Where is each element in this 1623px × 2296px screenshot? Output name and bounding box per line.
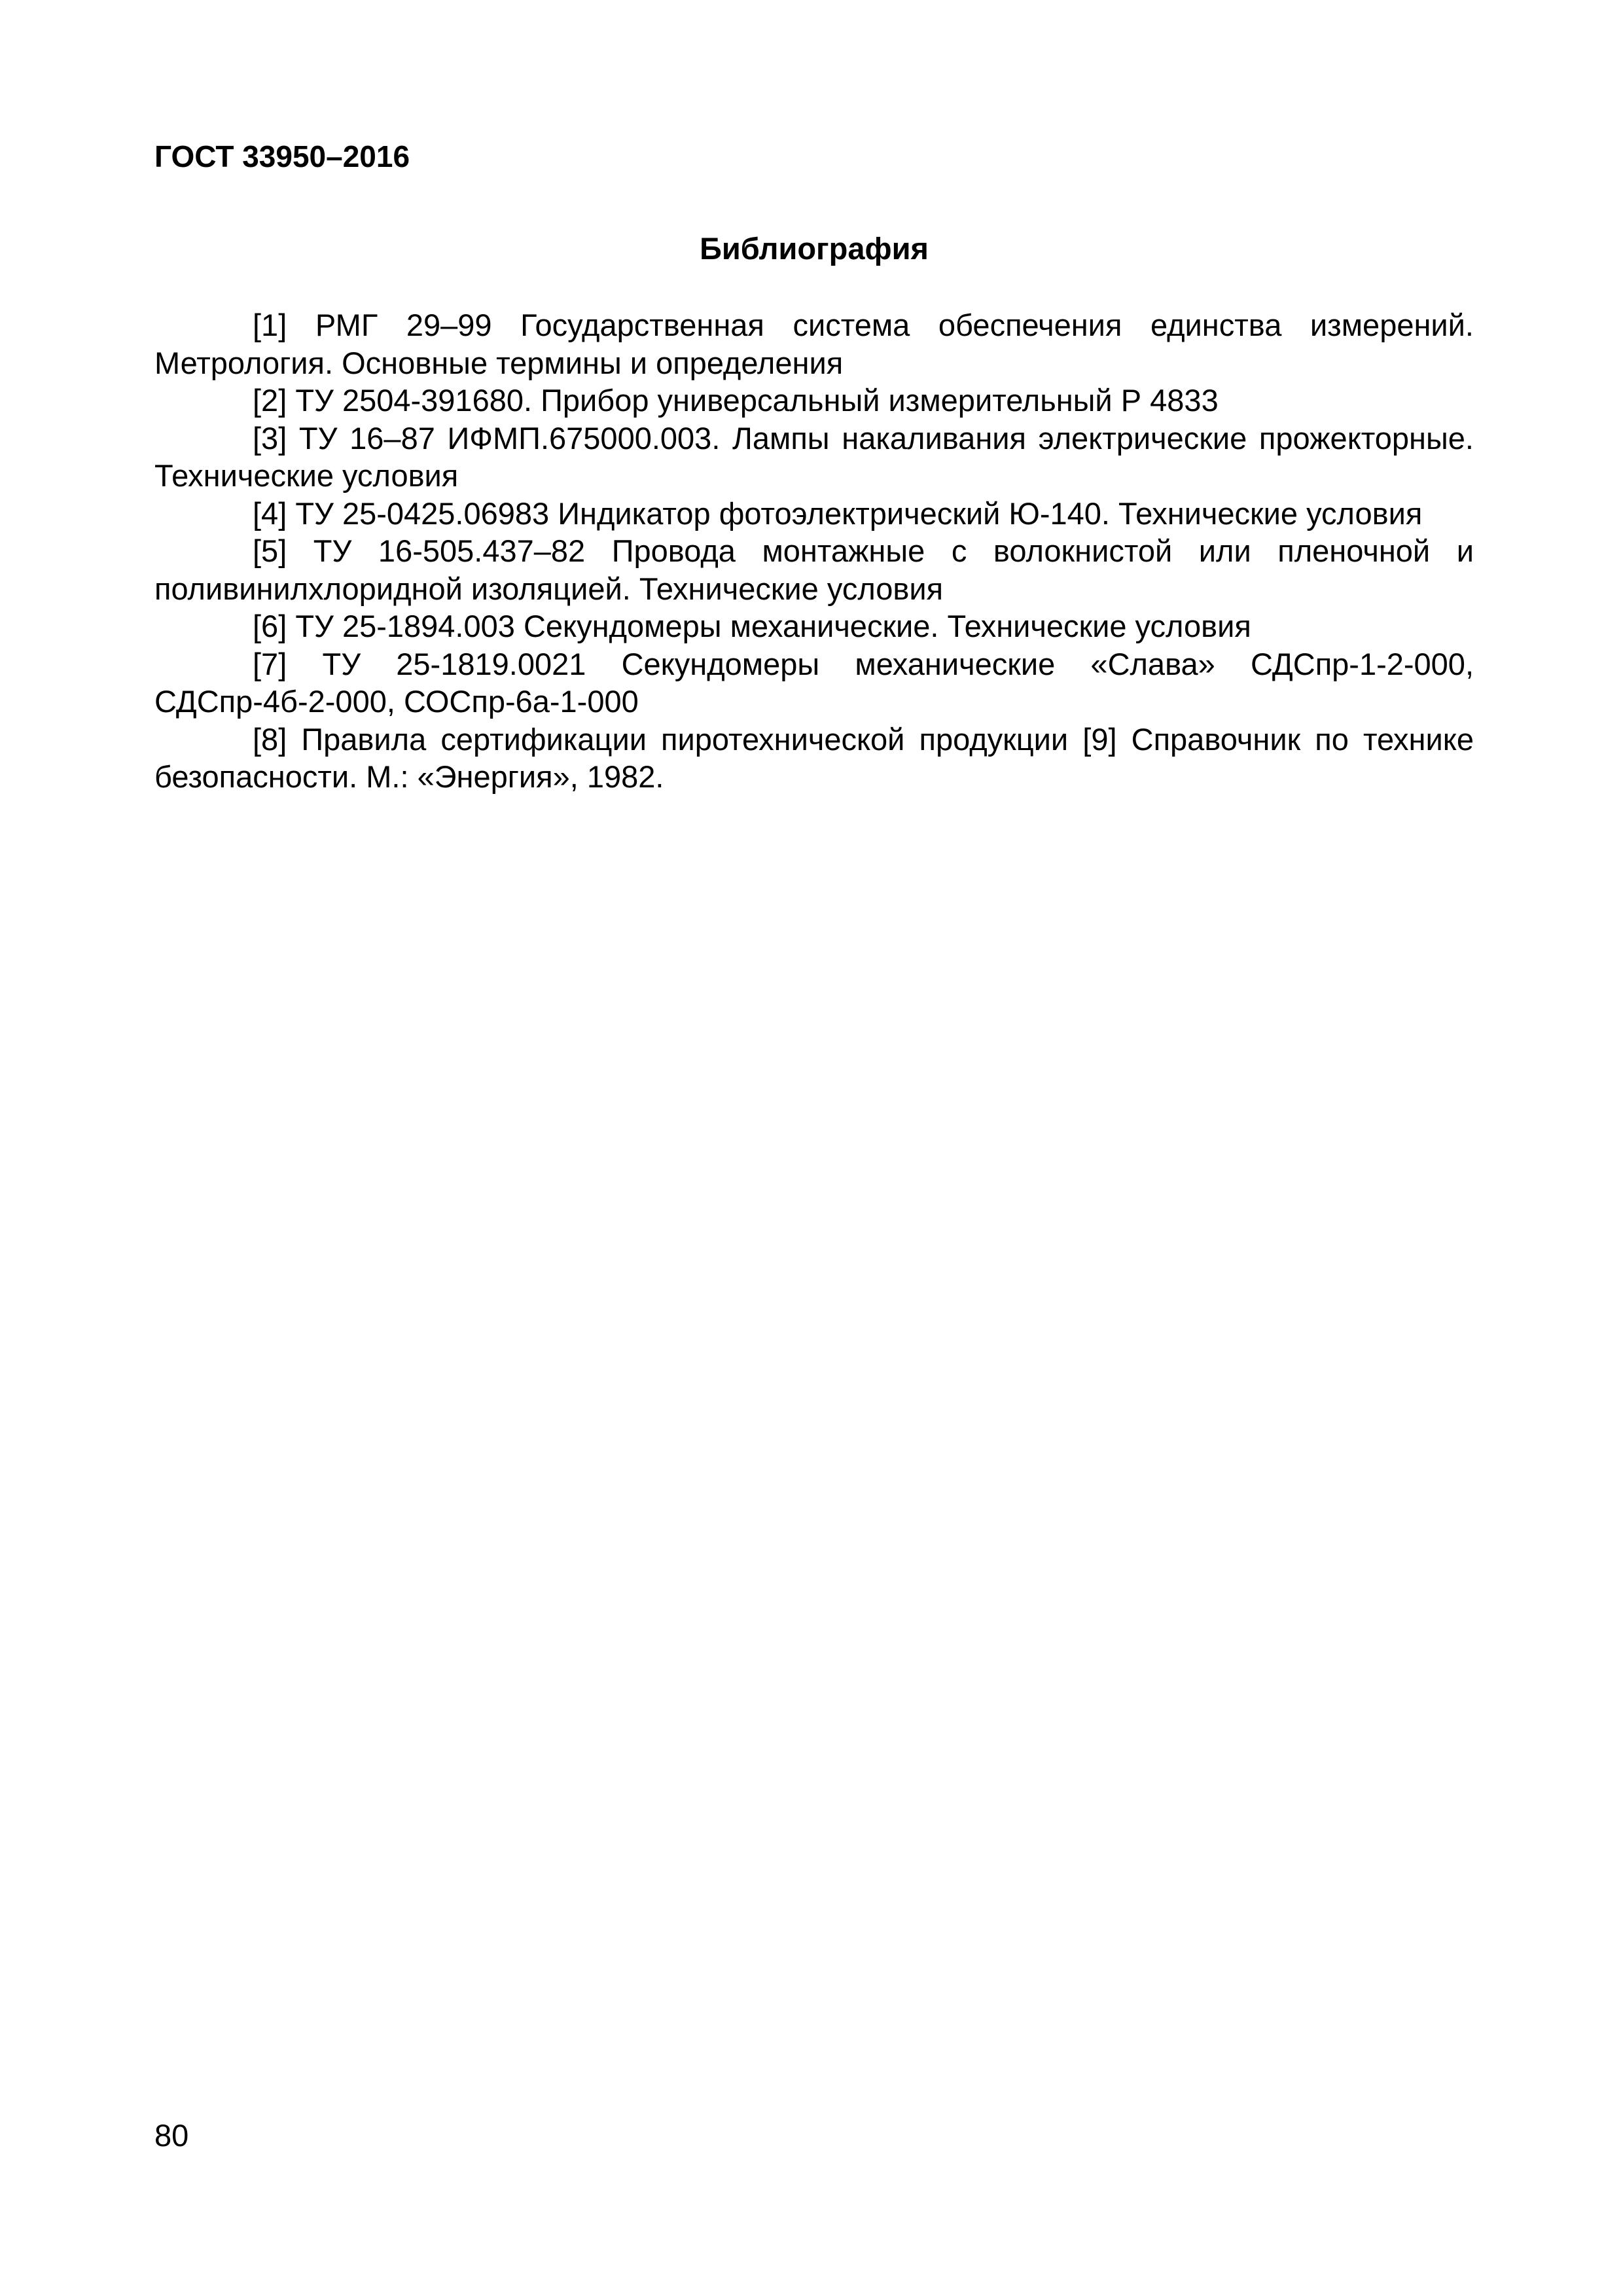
section-title: Библиография	[700, 231, 929, 266]
bibliography-entry: [4] ТУ 25-0425.06983 Индикатор фотоэлектрический Ю-140. Технические условия	[253, 495, 1423, 531]
bibliography-entry: [7] ТУ 25-1819.0021 Секундомеры механические «Слава» СДСпр-1-2-000, СДСпр-4б-2-000, СОСпр-6а-1-000	[154, 646, 1474, 719]
bibliography-entry: [5] ТУ 16-505.437–82 Провода монтажные с волокнистой или пленочной и поливинилхлоридной изоляцией. Технические условия	[154, 533, 1474, 606]
page-number: 80	[154, 2118, 189, 2153]
bibliography-entry: [6] ТУ 25-1894.003 Секундомеры механические. Технические условия	[253, 609, 1251, 643]
bibliography-entry: [2] ТУ 2504-391680. Прибор универсальный измерительный Р 4833	[253, 383, 1219, 418]
bibliography-entry: [8] Правила сертификации пиротехнической продукции [9] Справочник по технике безопасности. М.: «Энергия», 1982.	[154, 721, 1474, 794]
bibliography-entry: [3] ТУ 16–87 ИФМП.675000.003. Лампы накаливания электрические прожекторные. Технические условия	[154, 420, 1474, 493]
bibliography-entry: [1] РМГ 29–99 Государственная система обеспечения единства измерений. Метрология. Основные термины и определения	[154, 308, 1474, 380]
bibliography-list	[154, 306, 1474, 796]
document-code-header: ГОСТ 33950–2016	[154, 139, 410, 173]
